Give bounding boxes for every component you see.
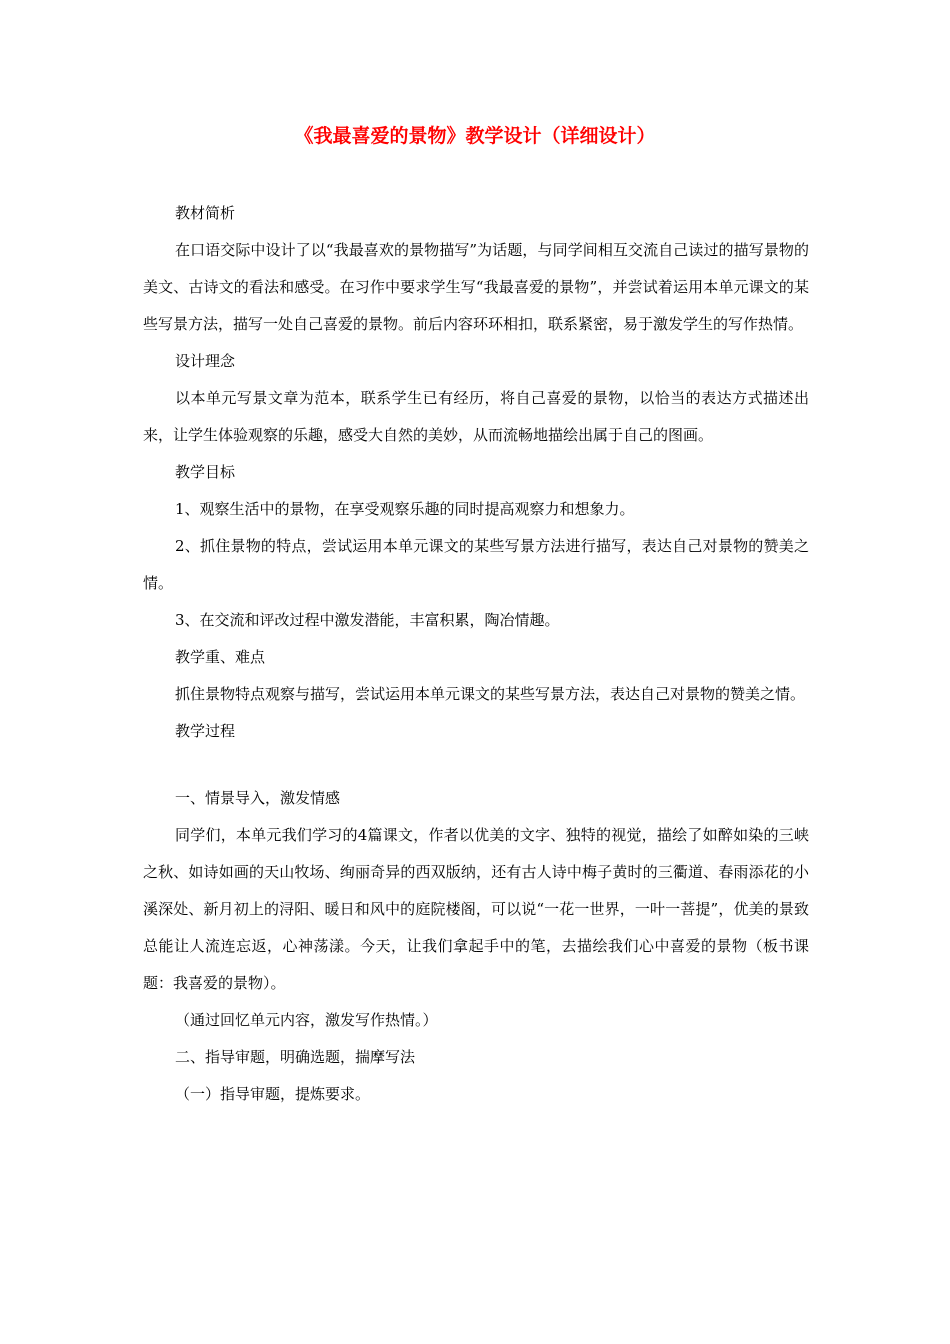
section-heading-teaching-process: 教学过程 (175, 722, 236, 740)
section-heading-design-concept: 设计理念 (175, 352, 236, 370)
goal-item-1: 1、观察生活中的景物，在享受观察乐趣的同时提高观察力和想象力。 (175, 500, 635, 518)
paragraph-textbook-analysis: 在口语交际中设计了以“我最喜欢的景物描写”为话题，与同学间相互交流自己读过的描写景物的美文、古诗文的看法和感受。在习作中要求学生写“我最喜爱的景物”，并尝试着运用本单元课文的某些写景方法，描写一处自己喜爱的景物。前后内容环环相扣，联系紧密，易于激发学生的写作热情。 (143, 241, 809, 333)
spacer (143, 750, 809, 780)
document-body (143, 195, 809, 1113)
section-heading-key-points: 教学重、难点 (175, 648, 266, 666)
paragraph-step-1: 同学们，本单元我们学习的4篇课文，作者以优美的文字、独特的视觉，描绘了如醉如染的三峡之秋、如诗如画的天山牧场、绚丽奇异的西双版纳，还有古人诗中梅子黄时的三衢道、春雨添花的小溪深处、新月初上的浔阳、暖日和风中的庭院楼阁，可以说“一花一世界，一叶一菩提”，优美的景致总能让人流连忘返，心神荡漾。今天，让我们拿起手中的笔，去描绘我们心中喜爱的景物（板书课题：我喜爱的景物）。 (143, 826, 809, 992)
section-heading-teaching-goals: 教学目标 (175, 463, 236, 481)
step-2-subheading-1: （一）指导审题，提炼要求。 (175, 1085, 371, 1103)
section-heading-textbook-analysis: 教材简析 (175, 204, 236, 222)
step-heading-1: 一、情景导入，激发情感 (175, 789, 341, 807)
step-1-note: （通过回忆单元内容，激发写作热情。） (175, 1011, 438, 1029)
step-heading-2: 二、指导审题，明确选题，揣摩写法 (175, 1048, 416, 1066)
paragraph-design-concept: 以本单元写景文章为范本，联系学生已有经历，将自己喜爱的景物，以恰当的表达方式描述出来，让学生体验观察的乐趣，感受大自然的美妙，从而流畅地描绘出属于自己的图画。 (143, 389, 809, 444)
paragraph-key-points: 抓住景物特点观察与描写，尝试运用本单元课文的某些写景方法，表达自己对景物的赞美之情。 (175, 685, 806, 703)
goal-item-2: 2、抓住景物的特点，尝试运用本单元课文的某些写景方法进行描写，表达自己对景物的赞美之情。 (143, 537, 809, 592)
goal-item-3: 3、在交流和评改过程中激发潜能，丰富积累，陶冶情趣。 (175, 611, 560, 629)
document-title: 《我最喜爱的景物》教学设计（详细设计） (294, 125, 656, 147)
